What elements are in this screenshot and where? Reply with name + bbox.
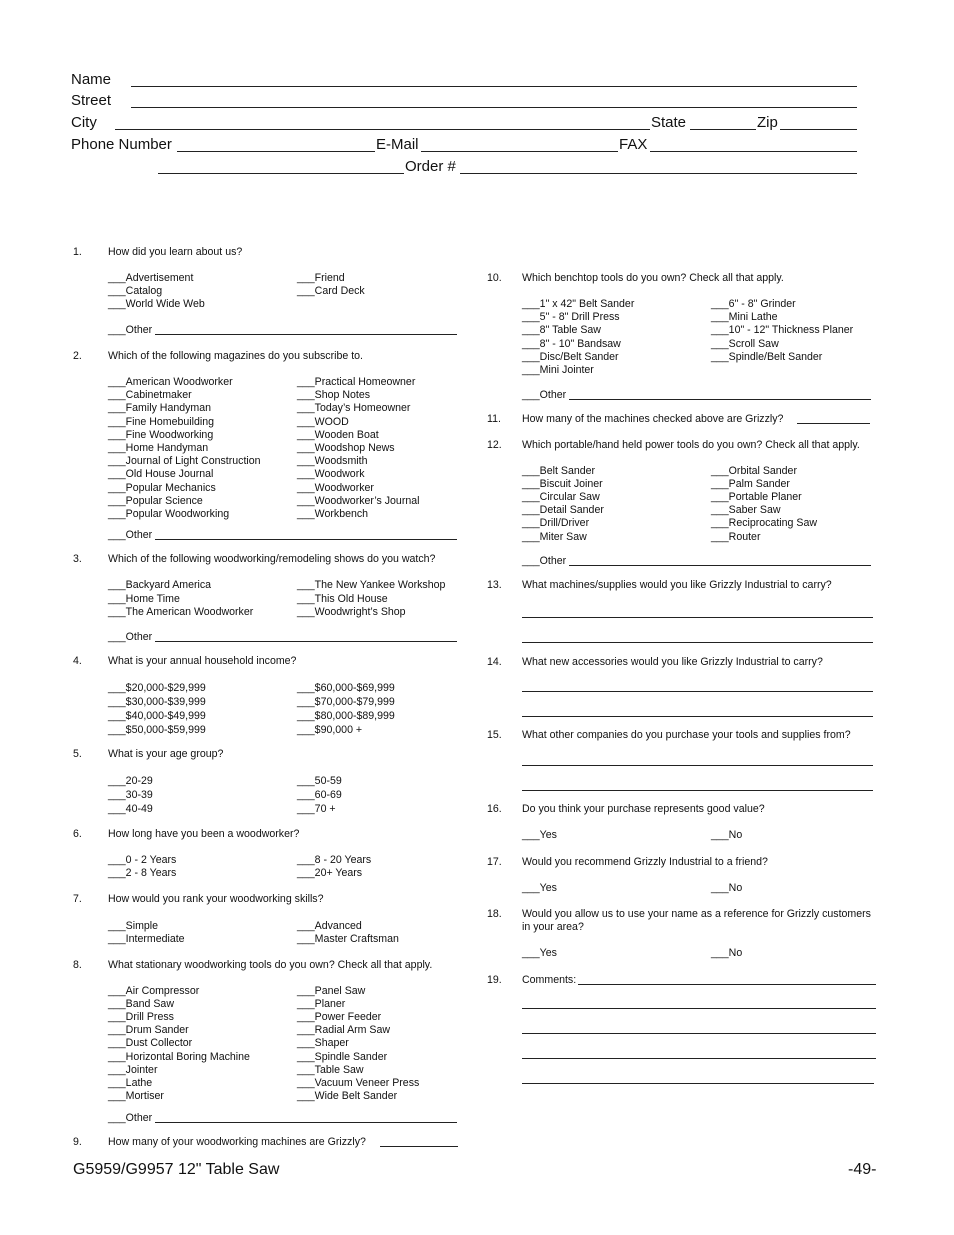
other-field[interactable] (155, 334, 457, 335)
option[interactable]: ___WOOD (297, 415, 349, 428)
question-text: What is your annual household income? (108, 655, 297, 667)
option-world-wide-web[interactable]: ___World Wide Web (108, 298, 205, 310)
option[interactable]: ___Band Saw (108, 998, 174, 1011)
other-field[interactable] (569, 399, 871, 400)
question-text: Comments: (522, 974, 577, 986)
question-number: 14. (487, 656, 502, 668)
question-number: 7. (73, 893, 82, 905)
option[interactable]: ___Old House Journal (108, 468, 214, 481)
option[interactable]: ___Table Saw (297, 1063, 364, 1076)
option[interactable]: ___Reciprocating Saw (711, 517, 817, 529)
option[interactable]: ___Popular Woodworking (108, 508, 230, 520)
option[interactable]: ___Planer (297, 998, 346, 1011)
name-label: Name (71, 71, 112, 88)
comments-line[interactable] (522, 1058, 876, 1059)
option[interactable]: ___Home Handyman (108, 442, 209, 454)
question-number: 18. (487, 908, 502, 920)
option[interactable]: ___Woodworker (297, 481, 374, 494)
state-label: State (651, 114, 687, 131)
question-text: What other companies do you purchase your tools and supplies from? (522, 729, 851, 741)
other-field[interactable] (155, 641, 457, 642)
option[interactable]: ___Shaper (297, 1037, 349, 1050)
comments-line[interactable] (522, 1033, 876, 1034)
question-text: Do you think your purchase represents good value? (522, 803, 765, 815)
option[interactable]: ___Scroll Saw (711, 338, 779, 350)
question-text: What machines/supplies would you like Grizzly Industrial to carry? (522, 579, 832, 591)
option[interactable]: ___Vacuum Veneer Press (297, 1076, 420, 1089)
question-text: Would you allow us to use your name as a reference for Grizzly customers (522, 908, 871, 920)
option[interactable]: ___8" Table Saw (522, 324, 601, 336)
zip-field[interactable] (780, 129, 857, 130)
footer-page-number: -49- (848, 1161, 877, 1178)
option-other: ___Other (108, 1112, 153, 1124)
option[interactable]: ___Miter Saw (522, 531, 587, 543)
question-text: How did you learn about us? (108, 246, 243, 258)
option-other: ___Other (522, 389, 567, 401)
option[interactable]: ___Jointer (108, 1063, 158, 1076)
option[interactable]: ___20+ Years (297, 867, 363, 879)
question-text: How would you rank your woodworking skills? (108, 893, 324, 905)
option[interactable]: ___Air Compressor (108, 985, 200, 997)
option[interactable]: ___Mini Jointer (522, 364, 594, 376)
option[interactable]: ___The American Woodworker (108, 606, 254, 618)
option[interactable]: ___Drum Sander (108, 1024, 189, 1037)
grizzly-count-field[interactable] (380, 1146, 458, 1147)
option[interactable]: ___Popular Mechanics (108, 481, 216, 494)
option[interactable]: ___30-39 (108, 789, 153, 801)
option[interactable]: ___5" - 8" Drill Press (522, 311, 620, 323)
option[interactable]: ___$40,000-$49,999 (108, 710, 206, 722)
answer-line[interactable] (522, 691, 873, 692)
option[interactable]: ___70 + (297, 803, 336, 815)
answer-line[interactable] (522, 790, 873, 791)
question-number: 8. (73, 959, 82, 971)
option[interactable]: ___Backyard America (108, 579, 212, 591)
question-number: 11. (487, 413, 501, 425)
option[interactable]: ___Mini Lathe (711, 311, 778, 323)
question-number: 2. (73, 350, 82, 362)
option[interactable]: ___60-69 (297, 789, 342, 801)
option[interactable]: ___Spindle Sander (297, 1050, 388, 1063)
fax-label: FAX (619, 136, 648, 153)
question-text: What stationary woodworking tools do you own? Check all that apply. (108, 959, 433, 971)
question-text-continued: in your area? (522, 921, 584, 933)
question-number: 13. (487, 579, 502, 591)
question-number: 9. (73, 1136, 82, 1148)
question-text: Which benchtop tools do you own? Check all that apply. (522, 272, 784, 284)
option[interactable]: ___8 - 20 Years (297, 854, 372, 866)
option[interactable]: ___Saber Saw (711, 504, 781, 516)
option[interactable]: ___Woodwright’s Shop (297, 606, 406, 618)
option[interactable]: ___Intermediate (108, 933, 185, 945)
option[interactable]: ___$80,000-$89,999 (297, 710, 395, 722)
option[interactable]: ___$60,000-$69,999 (297, 682, 395, 694)
option[interactable]: ___American Woodworker (108, 376, 233, 388)
option-other: ___Other (522, 555, 567, 567)
option-no[interactable]: ___No (711, 829, 743, 841)
option[interactable]: ___The New Yankee Workshop (297, 579, 446, 591)
comments-line[interactable] (522, 1083, 874, 1084)
order-label: Order # (405, 158, 456, 175)
option-other: ___Other (108, 324, 153, 336)
question-number: 3. (73, 553, 82, 565)
email-label: E-Mail (376, 136, 419, 153)
option[interactable]: ___$70,000-$79,999 (297, 696, 395, 708)
question-number: 1. (73, 246, 82, 258)
option[interactable]: ___Woodworker’s Journal (297, 494, 420, 507)
option[interactable]: ___2 - 8 Years (108, 867, 177, 879)
option[interactable]: ___Palm Sander (711, 478, 790, 490)
option[interactable]: ___Portable Planer (711, 491, 802, 503)
option[interactable]: ___1" x 42" Belt Sander (522, 298, 635, 310)
question-number: 10. (487, 272, 502, 284)
option[interactable]: ___Workbench (297, 508, 369, 520)
option[interactable]: ___$30,000-$39,999 (108, 696, 206, 708)
option[interactable]: ___Wooden Boat (297, 428, 379, 441)
question-number: 6. (73, 828, 82, 840)
phone-field[interactable] (177, 151, 375, 152)
question-number: 12. (487, 439, 502, 451)
option[interactable]: ___Panel Saw (297, 985, 366, 997)
comments-line[interactable] (522, 1008, 876, 1009)
option[interactable]: ___Spindle/Belt Sander (711, 351, 823, 363)
option-other: ___Other (108, 529, 153, 541)
question-number: 5. (73, 748, 82, 760)
question-text: How many of your woodworking machines are Grizzly? (108, 1136, 366, 1148)
option[interactable]: ___Woodsmith (297, 455, 368, 468)
option[interactable]: ___Horizontal Boring Machine (108, 1050, 250, 1063)
email-field[interactable] (421, 151, 618, 152)
option[interactable]: ___Journal of Light Construction (108, 455, 261, 468)
question-number: 17. (487, 856, 502, 868)
option[interactable]: ___Practical Homeowner (297, 376, 416, 388)
question-number: 16. (487, 803, 502, 815)
option-catalog[interactable]: ___Catalog (108, 285, 163, 297)
phone-label: Phone Number (71, 136, 172, 153)
option[interactable]: ___Wide Belt Sander (297, 1089, 398, 1102)
question-number: 19. (487, 974, 502, 986)
option[interactable]: ___0 - 2 Years (108, 854, 177, 866)
option[interactable]: ___Lathe (108, 1076, 153, 1089)
option[interactable]: ___40-49 (108, 803, 153, 815)
question-text: How many of the machines checked above are Grizzly? (522, 413, 784, 425)
option[interactable]: ___Mortiser (108, 1089, 164, 1102)
option[interactable]: ___Today’s Homeowner (297, 402, 411, 415)
question-text: Which of the following woodworking/remodeling shows do you watch? (108, 553, 436, 565)
option[interactable]: ___Drill Press (108, 1011, 174, 1024)
option[interactable]: ___Belt Sander (522, 465, 596, 477)
answer-line[interactable] (522, 765, 873, 766)
option[interactable]: ___Cabinetmaker (108, 389, 192, 402)
question-number: 4. (73, 655, 82, 667)
question-text: What is your age group? (108, 748, 224, 760)
option[interactable]: ___6" - 8" Grinder (711, 298, 796, 310)
option[interactable]: ___Detail Sander (522, 504, 604, 516)
other-field[interactable] (569, 565, 871, 566)
option[interactable]: ___Dust Collector (108, 1037, 193, 1050)
question-text: Which portable/hand held power tools do you own? Check all that apply. (522, 439, 860, 451)
option[interactable]: ___Drill/Driver (522, 517, 590, 529)
street-field[interactable] (131, 107, 857, 108)
option[interactable]: ___Woodshop News (297, 442, 395, 454)
option[interactable]: ___Shop Notes (297, 389, 371, 402)
option[interactable]: ___10" - 12" Thickness Planer (711, 324, 854, 336)
option[interactable]: ___$20,000-$29,999 (108, 682, 206, 694)
option-card-deck[interactable]: ___Card Deck (297, 285, 365, 297)
option[interactable]: ___20-29 (108, 775, 153, 787)
option[interactable]: ___8" - 10" Bandsaw (522, 338, 621, 350)
option-friend[interactable]: ___Friend (297, 272, 345, 284)
option[interactable]: ___Fine Woodworking (108, 428, 214, 441)
option[interactable]: ___Disc/Belt Sander (522, 351, 619, 363)
city-field[interactable] (115, 129, 650, 130)
question-text: What new accessories would you like Grizzly Industrial to carry? (522, 656, 823, 668)
option-advertisement[interactable]: ___Advertisement (108, 272, 194, 284)
city-label: City (71, 114, 97, 131)
option[interactable]: ___Radial Arm Saw (297, 1024, 391, 1037)
comments-line[interactable] (578, 984, 876, 985)
state-field[interactable] (690, 129, 756, 130)
answer-line[interactable] (522, 716, 873, 717)
other-field[interactable] (155, 1122, 457, 1123)
option[interactable]: ___50-59 (297, 775, 342, 787)
street-label: Street (71, 92, 112, 109)
option[interactable]: ___Circular Saw (522, 491, 600, 503)
question-text: Which of the following magazines do you subscribe to. (108, 350, 363, 362)
option[interactable]: ___Master Craftsman (297, 933, 399, 945)
option-no[interactable]: ___No (711, 947, 743, 959)
fax-field[interactable] (650, 151, 857, 152)
answer-line[interactable] (522, 642, 873, 643)
zip-label: Zip (757, 114, 778, 131)
option[interactable]: ___Family Handyman (108, 402, 212, 415)
option-yes[interactable]: ___Yes (522, 947, 557, 959)
option-yes[interactable]: ___Yes (522, 829, 557, 841)
question-text: Would you recommend Grizzly Industrial to a friend? (522, 856, 768, 868)
option[interactable]: ___Power Feeder (297, 1011, 382, 1024)
order-prefix-field[interactable] (158, 173, 404, 174)
option[interactable]: ___Home Time (108, 593, 180, 605)
question-text: How long have you been a woodworker? (108, 828, 300, 840)
option[interactable]: ___Router (711, 531, 761, 543)
name-field[interactable] (131, 86, 857, 87)
option[interactable]: ___Woodwork (297, 468, 365, 481)
option[interactable]: ___$50,000-$59,999 (108, 724, 206, 736)
option-yes[interactable]: ___Yes (522, 882, 557, 894)
option[interactable]: ___Orbital Sander (711, 465, 797, 477)
option[interactable]: ___$90,000 + (297, 724, 363, 736)
other-field[interactable] (155, 539, 457, 540)
option[interactable]: ___Biscuit Joiner (522, 478, 603, 490)
option[interactable]: ___Fine Homebuilding (108, 415, 215, 428)
grizzly-benchtop-count-field[interactable] (797, 423, 870, 424)
option[interactable]: ___This Old House (297, 593, 388, 605)
answer-line[interactable] (522, 617, 873, 618)
order-field[interactable] (460, 173, 857, 174)
option[interactable]: ___Popular Science (108, 494, 203, 507)
option[interactable]: ___Advanced (297, 920, 362, 932)
option[interactable]: ___Simple (108, 920, 159, 932)
option-other: ___Other (108, 631, 153, 643)
question-number: 15. (487, 729, 502, 741)
footer-model: G5959/G9957 12" Table Saw (73, 1161, 280, 1178)
option-no[interactable]: ___No (711, 882, 743, 894)
